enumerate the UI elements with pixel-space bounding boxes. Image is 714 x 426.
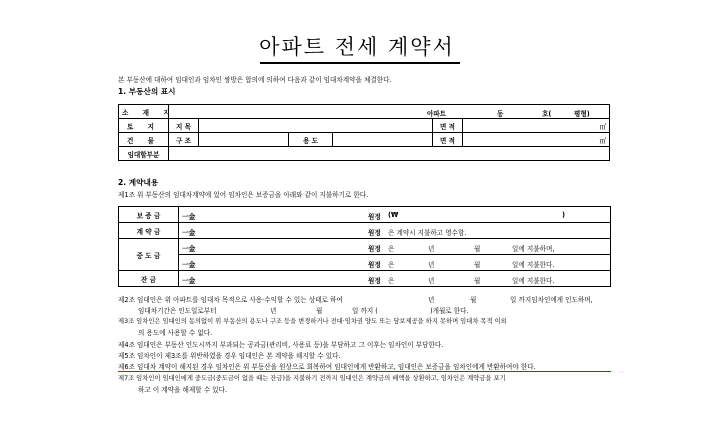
table-row bbox=[119, 207, 611, 223]
location-label: 소 재 지 bbox=[119, 105, 169, 119]
article3-line1: 제3조 임차인은 임대인의 동의없이 위 부동산의 용도나 구조 등을 변경하거나 전대·임차권 양도 또는 담보제공을 하지 못하며 임대차 목적 이외 bbox=[118, 318, 507, 325]
deposit-label: 보 증 금 bbox=[119, 207, 179, 223]
land-area-value[interactable] bbox=[463, 119, 610, 133]
land-label: 토 지 bbox=[119, 119, 169, 133]
building-area-value[interactable] bbox=[463, 133, 610, 147]
title-underline bbox=[260, 62, 460, 64]
payment-table bbox=[118, 206, 611, 287]
jimok-label: 지 목 bbox=[169, 119, 199, 133]
balance-cell[interactable] bbox=[179, 271, 611, 287]
building-label: 건 물 bbox=[119, 133, 169, 147]
year-text: 년 bbox=[428, 276, 435, 285]
down-payment-cell[interactable] bbox=[179, 223, 611, 239]
article3-line2: 의 용도에 사용할 수 없다. bbox=[138, 329, 213, 337]
rental-part-label: 임대할부분 bbox=[119, 147, 169, 161]
interim-label: 중 도 금 bbox=[119, 239, 179, 271]
article2-line1: 제2조 임대인은 위 아파트를 임대차 목적으로 사용·수익할 수 있는 상태로 하여 bbox=[118, 296, 343, 304]
table-row bbox=[119, 271, 611, 287]
won-label: 원정 bbox=[368, 260, 381, 269]
balance-label: 잔 금 bbox=[119, 271, 179, 287]
article2-line2a: 임대차기간은 인도일로부터 bbox=[138, 307, 217, 315]
won-label: 원정 bbox=[368, 212, 381, 221]
won-prefix: 一金 bbox=[182, 276, 196, 285]
table-row bbox=[119, 223, 611, 239]
deposit-close: ) bbox=[562, 210, 566, 219]
article6-red-underline bbox=[118, 371, 611, 372]
eun-text: 은 bbox=[388, 260, 395, 269]
article2-line2e: )개월로 한다. bbox=[430, 307, 469, 315]
article7-line1: 제7조 임차인이 임대인에게 중도금(중도금이 없을 때는 잔금)을 지불하기 전까지 임대인은 계약금의 배액을 상환하고, 임차인은 계약금을 포기 bbox=[118, 375, 506, 382]
deposit-cell[interactable] bbox=[179, 207, 611, 223]
use-label: 용 도 bbox=[289, 133, 333, 147]
month-text: 월 bbox=[474, 276, 481, 285]
won-label: 원정 bbox=[368, 244, 381, 253]
article2-line2c: 월 bbox=[316, 307, 323, 315]
section1-heading: 1. 부동산의 표시 bbox=[118, 87, 176, 96]
month-text: 월 bbox=[474, 260, 481, 269]
interim-cell-2[interactable] bbox=[179, 255, 611, 271]
article2-line2b: 년 bbox=[270, 307, 277, 315]
building-area-label: 면 적 bbox=[433, 133, 463, 147]
eun-text: 은 bbox=[388, 244, 395, 253]
location-cell[interactable] bbox=[169, 105, 610, 119]
area-unit: ㎡ bbox=[599, 136, 607, 145]
article2-until: 일 까지임차인에게 인도하며, bbox=[510, 296, 593, 304]
article7-line2: 하고 이 계약을 해제할 수 있다. bbox=[138, 386, 228, 394]
land-area-label: 면 적 bbox=[433, 119, 463, 133]
use-value[interactable] bbox=[333, 133, 433, 147]
year-text: 년 bbox=[428, 244, 435, 253]
year-text: 년 bbox=[428, 260, 435, 269]
article2-month: 월 bbox=[470, 296, 477, 304]
article2-line2d: 일 까지 ( bbox=[352, 307, 378, 315]
table-row bbox=[119, 239, 611, 255]
won-prefix: 一金 bbox=[182, 260, 196, 269]
table-row bbox=[119, 105, 610, 119]
won-prefix: 一金 bbox=[182, 212, 196, 221]
article5: 제5조 임차인이 제3조를 위반하였을 경우 임대인은 본 계약을 해지할 수 있다. bbox=[118, 352, 341, 360]
dong-label: 동 bbox=[497, 109, 504, 118]
ho-label: 호( bbox=[542, 109, 552, 118]
article2-year: 년 bbox=[428, 296, 435, 304]
jimok-value[interactable] bbox=[199, 119, 433, 133]
won-prefix: 一金 bbox=[182, 244, 196, 253]
won-prefix: 一金 bbox=[182, 228, 196, 237]
structure-value[interactable] bbox=[199, 133, 289, 147]
interim-cell-1[interactable] bbox=[179, 239, 611, 255]
eun-text: 은 bbox=[388, 276, 395, 285]
apartment-label: 아파트 bbox=[427, 109, 447, 118]
structure-label: 구 조 bbox=[169, 133, 199, 147]
table-row bbox=[119, 255, 611, 271]
month-text: 월 bbox=[474, 244, 481, 253]
table-row bbox=[119, 133, 610, 147]
table-row bbox=[119, 119, 610, 133]
article4: 제4조 임대인은 부동산 인도시까지 부과되는 공과금(관리비, 사용료 등)을 부담하고 그 이후는 임차인이 부담한다. bbox=[118, 341, 444, 349]
down-payment-label: 계 약 금 bbox=[119, 223, 179, 239]
area-unit: ㎡ bbox=[599, 122, 607, 131]
pyeong-label: 평형) bbox=[574, 109, 590, 118]
won-label: 원정 bbox=[368, 276, 381, 285]
table-row bbox=[119, 147, 610, 161]
pay-on-text: 일에 지불한다. bbox=[512, 260, 555, 269]
pay-on-text: 일에 지불한다. bbox=[512, 276, 555, 285]
rental-part-value[interactable] bbox=[169, 147, 610, 161]
deposit-suffix: (₩ bbox=[388, 210, 399, 219]
pay-on-text: 일에 지불하며, bbox=[512, 244, 555, 253]
down-payment-text: 은 계약시 지불하고 영수함. bbox=[388, 228, 467, 237]
article1-text: 제1조 위 부동산의 임대차계약에 있어 임차인은 보증금을 아래와 같이 지불하기로 한다. bbox=[118, 191, 369, 199]
document-title: 아파트 전세 계약서 bbox=[259, 35, 455, 59]
won-label: 원정 bbox=[368, 228, 381, 237]
article6: 제6조 임대차 계약이 해지된 경우 임차인은 위 부동산을 원상으로 회복하여 임대인에게 반환하고, 임대인은 보증금을 임차인에게 반환하여야 한다. bbox=[118, 363, 536, 371]
section2-heading: 2. 계약내용 bbox=[118, 178, 159, 187]
property-table bbox=[118, 104, 610, 161]
intro-text: 본 부동산에 대하여 임대인과 임차인 쌍방은 합의에 의하여 다음과 같이 임대차계약을 체결한다. bbox=[118, 76, 392, 84]
